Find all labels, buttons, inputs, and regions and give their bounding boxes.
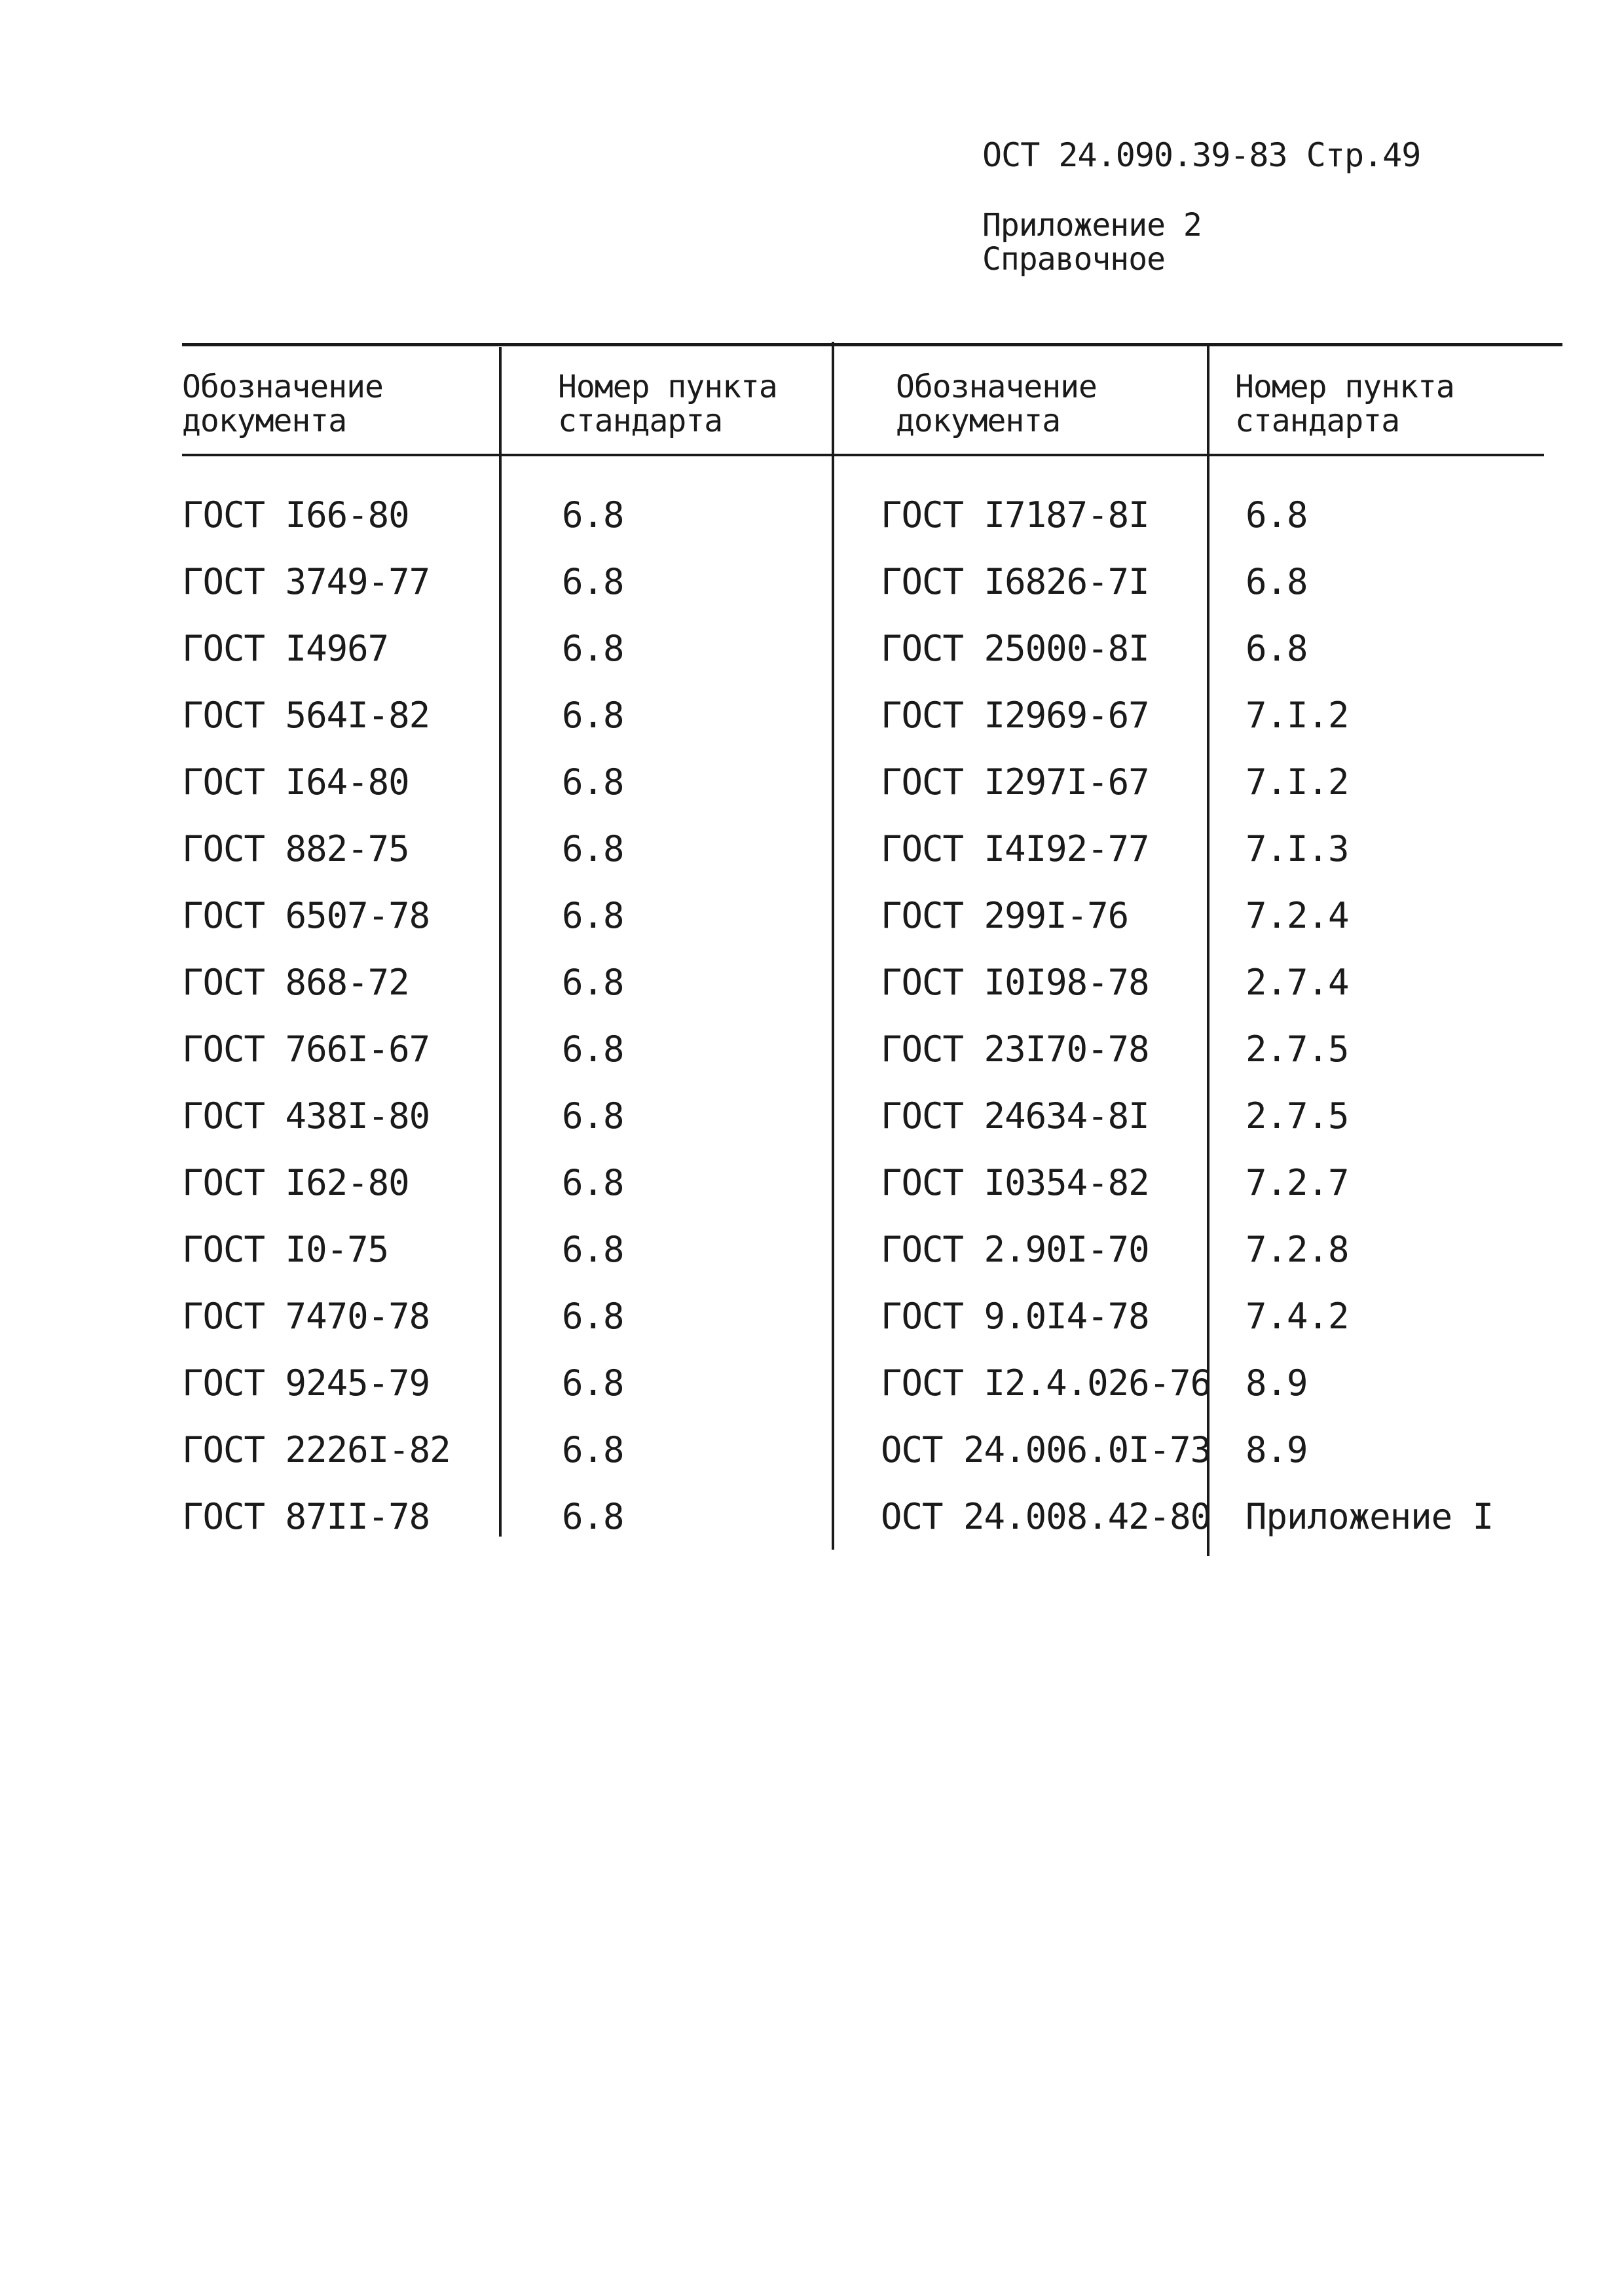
column-header-clause-left <box>558 370 777 438</box>
document-cell: ГОСТ 3749-77 <box>182 561 430 602</box>
clause-cell: 6.8 <box>562 1429 624 1470</box>
document-cell: ГОСТ 438I-80 <box>182 1095 430 1137</box>
clause-cell: 6.8 <box>562 1162 624 1203</box>
clause-cell: 6.8 <box>562 1229 624 1270</box>
document-cell: ГОСТ I66-80 <box>182 494 409 536</box>
table-row <box>0 883 1624 949</box>
document-cell: ГОСТ 882-75 <box>182 828 409 869</box>
table-row <box>0 949 1624 1016</box>
document-cell: ГОСТ 564I-82 <box>182 695 430 736</box>
document-cell: ГОСТ 2.90I-70 <box>881 1229 1149 1270</box>
clause-cell: 7.I.2 <box>1246 761 1349 803</box>
clause-cell: 7.I.3 <box>1246 828 1349 869</box>
column-header-line: документа <box>896 403 1061 439</box>
table-row <box>0 749 1624 816</box>
document-cell: ГОСТ 299I-76 <box>881 895 1129 936</box>
clause-cell: 6.8 <box>562 1296 624 1337</box>
clause-cell: 7.2.4 <box>1246 895 1349 936</box>
appendix-type: Справочное <box>982 241 1165 278</box>
clause-cell: 7.2.8 <box>1246 1229 1349 1270</box>
clause-cell: 6.8 <box>562 962 624 1003</box>
document-cell: ГОСТ 87II-78 <box>182 1496 430 1537</box>
clause-cell: 6.8 <box>1246 628 1308 669</box>
document-cell: ГОСТ I62-80 <box>182 1162 409 1203</box>
table-row <box>0 1283 1624 1350</box>
column-header-line: Обозначение <box>182 369 383 405</box>
table-row <box>0 1016 1624 1083</box>
document-cell: ГОСТ 24634-8I <box>881 1095 1149 1137</box>
document-cell: ГОСТ 7470-78 <box>182 1296 430 1337</box>
document-cell: ГОСТ 9.0I4-78 <box>881 1296 1149 1337</box>
table-row <box>0 682 1624 749</box>
document-cell: ГОСТ 25000-8I <box>881 628 1149 669</box>
document-cell: ГОСТ 868-72 <box>182 962 409 1003</box>
document-cell: ГОСТ I6826-7I <box>881 561 1149 602</box>
table-row <box>0 1417 1624 1484</box>
column-header-document-left <box>182 370 383 438</box>
document-cell: ГОСТ I0-75 <box>182 1229 389 1270</box>
clause-cell: 6.8 <box>562 561 624 602</box>
table-row <box>0 1350 1624 1417</box>
document-cell: ОСТ 24.006.0I-73 <box>881 1429 1211 1470</box>
table-row <box>0 1083 1624 1150</box>
clause-cell: 6.8 <box>562 1095 624 1137</box>
appendix-title: Приложение 2 <box>982 207 1202 244</box>
document-cell: ГОСТ 6507-78 <box>182 895 430 936</box>
document-cell: ГОСТ 766I-67 <box>182 1029 430 1070</box>
document-cell: ГОСТ I2.4.026-76 <box>881 1362 1211 1404</box>
column-header-line: Номер пункта <box>558 369 777 405</box>
document-cell: ГОСТ I297I-67 <box>881 761 1149 803</box>
column-header-document-right <box>896 370 1097 438</box>
table-row <box>0 482 1624 549</box>
clause-cell: 6.8 <box>562 1496 624 1537</box>
clause-cell: 6.8 <box>562 628 624 669</box>
table-header-rule <box>182 454 1544 456</box>
clause-cell: 6.8 <box>562 1362 624 1404</box>
clause-cell: 6.8 <box>562 895 624 936</box>
column-header-line: документа <box>182 403 347 439</box>
clause-cell: 6.8 <box>1246 561 1308 602</box>
clause-cell: 2.7.4 <box>1246 962 1349 1003</box>
table-row <box>0 549 1624 615</box>
column-header-line: стандарта <box>1235 403 1400 439</box>
clause-cell: 6.8 <box>1246 494 1308 536</box>
column-header-line: Обозначение <box>896 369 1097 405</box>
column-header-line: Номер пункта <box>1235 369 1454 405</box>
document-cell: ГОСТ I0I98-78 <box>881 962 1149 1003</box>
clause-cell: 6.8 <box>562 761 624 803</box>
document-cell: ОСТ 24.008.42-80 <box>881 1496 1211 1537</box>
column-header-line: стандарта <box>558 403 723 439</box>
clause-cell: 6.8 <box>562 828 624 869</box>
document-cell: ГОСТ I7187-8I <box>881 494 1149 536</box>
clause-cell: 7.2.7 <box>1246 1162 1349 1203</box>
document-cell: ГОСТ I4967 <box>182 628 389 669</box>
clause-cell: Приложение I <box>1246 1496 1494 1537</box>
clause-cell: 8.9 <box>1246 1429 1308 1470</box>
document-cell: ГОСТ I4I92-77 <box>881 828 1149 869</box>
document-cell: ГОСТ I64-80 <box>182 761 409 803</box>
appendix-block <box>982 208 1202 276</box>
table-row <box>0 1484 1624 1550</box>
document-cell: ГОСТ I0354-82 <box>881 1162 1149 1203</box>
clause-cell: 7.4.2 <box>1246 1296 1349 1337</box>
clause-cell: 6.8 <box>562 1029 624 1070</box>
column-header-clause-right <box>1235 370 1454 438</box>
document-cell: ГОСТ 9245-79 <box>182 1362 430 1404</box>
clause-cell: 6.8 <box>562 695 624 736</box>
table-top-rule <box>182 343 1562 346</box>
clause-cell: 7.I.2 <box>1246 695 1349 736</box>
clause-cell: 8.9 <box>1246 1362 1308 1404</box>
clause-cell: 2.7.5 <box>1246 1029 1349 1070</box>
clause-cell: 2.7.5 <box>1246 1095 1349 1137</box>
clause-cell: 6.8 <box>562 494 624 536</box>
table-row <box>0 1216 1624 1283</box>
table-row <box>0 1150 1624 1216</box>
table-row <box>0 816 1624 883</box>
document-cell: ГОСТ 23I70-78 <box>881 1029 1149 1070</box>
table-row <box>0 615 1624 682</box>
document-cell: ГОСТ I2969-67 <box>881 695 1149 736</box>
page-header: ОСТ 24.090.39-83 Стр.49 <box>982 136 1421 174</box>
document-cell: ГОСТ 2226I-82 <box>182 1429 451 1470</box>
